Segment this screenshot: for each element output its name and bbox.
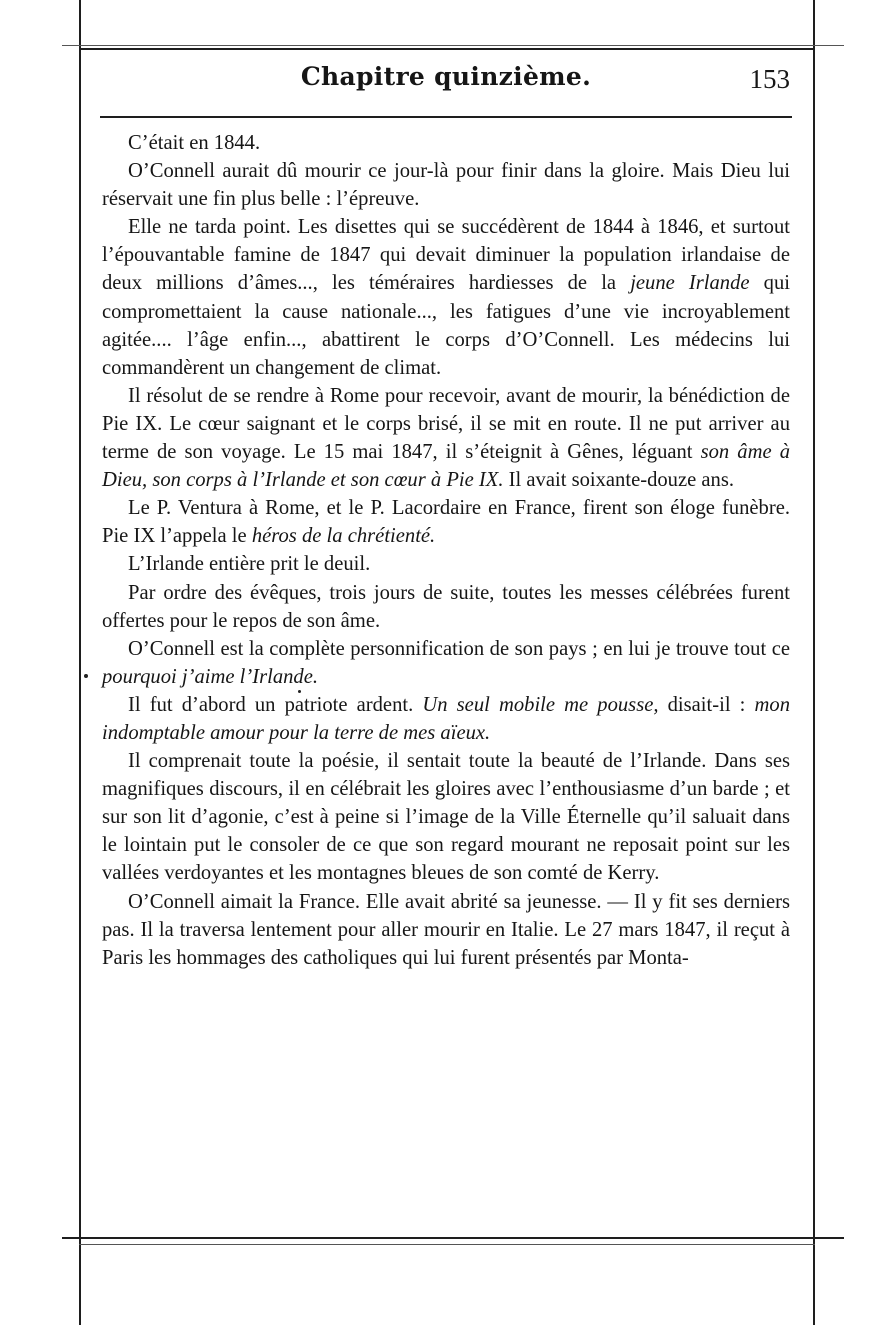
paragraph [102, 888, 790, 972]
paragraph [102, 157, 790, 213]
paragraph [102, 550, 790, 578]
italic-phrase: jeune Irlande [630, 272, 750, 295]
text-run: Il avait soixante-douze ans. [503, 469, 734, 492]
paragraph [102, 213, 790, 382]
paragraph [102, 579, 790, 635]
paragraph [102, 382, 790, 494]
bottom-frame-rule [62, 1237, 844, 1239]
paragraph [102, 691, 790, 747]
text-run: qui compromettaient la cause nationale..., les fatigues d’une vie incroyablement agitée.... l’âge enfin..., abattirent le corps d’O’Connell. Les médecins lui commandèrent un changement de climat. [102, 272, 790, 379]
italic-phrase: pourquoi j’aime l’Irlande. [102, 665, 319, 688]
text-run: C’était en 1844. [128, 132, 261, 154]
text-run: Il résolut de se rendre à Rome pour recevoir, avant de mourir, la bénédiction de Pie IX. Le cœur saignant et le corps brisé, il se mit en route. Il ne put arriver au terme de son voyage. Le 15 mai 1847, il s’éteignit à Gênes, léguant [102, 384, 790, 464]
body-text [102, 129, 790, 972]
text-run: L’Irlande entière prit le deuil. [128, 553, 371, 576]
running-header [102, 58, 790, 108]
paragraph [102, 635, 790, 691]
bottom-frame-rule-inner [79, 1244, 815, 1245]
text-run: O’Connell est la complète personnification de son pays ; en lui je trouve tout ce [128, 637, 790, 660]
paragraph [102, 747, 790, 887]
text-run: Il fut d’abord un patriote ardent. [128, 693, 423, 716]
ink-speck [298, 690, 301, 693]
text-run: Elle ne tarda point. Les disettes qui se succédèrent de 1844 à 1846, et surtout l’épouvantable famine de 1847 qui devait diminuer la population irlandaise de deux millions d’âmes..., les téméraires hardiesses de la [102, 216, 790, 295]
page-number: 153 [749, 64, 790, 94]
text-run: O’Connell aimait la France. Elle avait abrité sa jeunesse. — Il y fit ses derniers pas. Il la traversa lentement pour aller mourir en Italie. Le 27 mars 1847, il reçut à Paris les hommages des catholiques qui lui furent présentés par Monta- [102, 890, 790, 969]
ink-speck [84, 674, 88, 678]
italic-phrase: mon indomptable amour pour la terre de mes aïeux. [102, 693, 790, 744]
text-run: disait-il : [658, 693, 755, 716]
text-run: Le P. Ventura à Rome, et le P. Lacordaire en France, firent son éloge funèbre. Pie IX l’appela le [102, 497, 790, 548]
text-run: Il comprenait toute la poésie, il sentait toute la beauté de l’Irlande. Dans ses magnifiques discours, il en célébrait les gloires avec l’enthousiasme d’un barde ; et sur son lit d’agonie, c’est à peine si l’image de la Ville Éternelle qu’il saluait dans le lointain put le consoler de ce que son regard mourant ne reposait point sur les vallées verdoyantes et les montagnes bleues de son comté de Kerry. [102, 750, 790, 885]
italic-phrase: son âme à Dieu, son corps à l’Irlande et son cœur à Pie IX. [102, 441, 790, 492]
chapter-title: Chapitre quinzième. [300, 62, 592, 91]
left-frame-rule [79, 0, 81, 1325]
italic-phrase: héros de la chrétienté. [251, 525, 436, 548]
paragraph [102, 494, 790, 550]
top-frame-rule-inner [79, 48, 815, 50]
paragraph [102, 129, 790, 157]
italic-phrase: Un seul mobile me pousse, [422, 693, 659, 716]
top-frame-rule [62, 45, 844, 46]
right-frame-rule [813, 0, 815, 1325]
text-run: O’Connell aurait dû mourir ce jour-là pour finir dans la gloire. Mais Dieu lui réservait une fin plus belle : l’épreuve. [102, 160, 790, 211]
header-rule [100, 116, 792, 118]
text-run: Par ordre des évêques, trois jours de suite, toutes les messes célébrées furent offertes pour le repos de son âme. [102, 581, 790, 632]
